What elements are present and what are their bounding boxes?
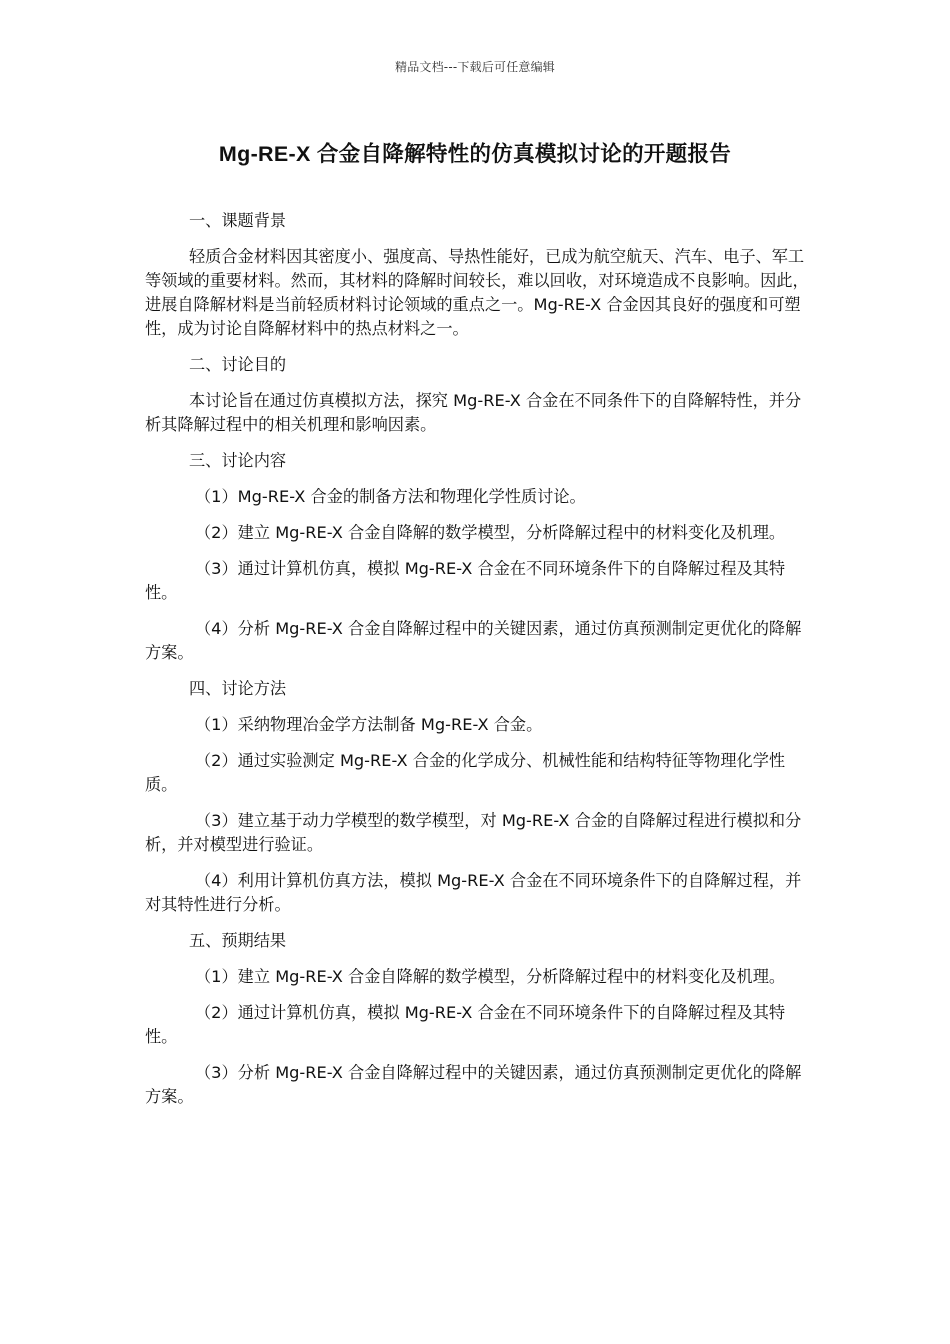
section-heading-methods: 四、讨论方法 bbox=[189, 679, 287, 698]
purpose-paragraph: 本讨论旨在通过仿真模拟方法，探究 Mg-RE-X 合金在不同条件下的自降解特性，并分析其降解过程中的相关机理和影响因素。 bbox=[145, 391, 802, 434]
page-header-note: 精品文档---下载后可任意编辑 bbox=[395, 60, 555, 74]
method-item: （1）采纳物理冶金学方法制备 Mg-RE-X 合金。 bbox=[195, 715, 543, 734]
method-item: （2）通过实验测定 Mg-RE-X 合金的化学成分、机械性能和结构特征等物理化学性质。 bbox=[145, 751, 786, 794]
section-heading-content: 三、讨论内容 bbox=[189, 451, 287, 470]
method-item: （3）建立基于动力学模型的数学模型，对 Mg-RE-X 合金的自降解过程进行模拟和分析，并对模型进行验证。 bbox=[145, 811, 802, 854]
expected-item: （1）建立 Mg-RE-X 合金自降解的数学模型，分析降解过程中的材料变化及机理。 bbox=[195, 967, 786, 986]
content-item: （2）建立 Mg-RE-X 合金自降解的数学模型，分析降解过程中的材料变化及机理。 bbox=[195, 523, 786, 542]
method-item: （4）利用计算机仿真方法，模拟 Mg-RE-X 合金在不同环境条件下的自降解过程，并对其特性进行分析。 bbox=[145, 871, 802, 914]
section-heading-purpose: 二、讨论目的 bbox=[189, 355, 287, 374]
content-item: （3）通过计算机仿真，模拟 Mg-RE-X 合金在不同环境条件下的自降解过程及其特性。 bbox=[145, 559, 786, 602]
content-item: （4）分析 Mg-RE-X 合金自降解过程中的关键因素，通过仿真预测制定更优化的降解方案。 bbox=[145, 619, 802, 662]
section-heading-background: 一、课题背景 bbox=[189, 211, 287, 230]
section-heading-expected: 五、预期结果 bbox=[189, 931, 287, 950]
content-item: （1）Mg-RE-X 合金的制备方法和物理化学性质讨论。 bbox=[195, 487, 586, 506]
document-title: Mg-RE-X 合金自降解特性的仿真模拟讨论的开题报告 bbox=[218, 142, 732, 166]
expected-item: （3）分析 Mg-RE-X 合金自降解过程中的关键因素，通过仿真预测制定更优化的降解方案。 bbox=[145, 1063, 802, 1106]
expected-item: （2）通过计算机仿真，模拟 Mg-RE-X 合金在不同环境条件下的自降解过程及其特性。 bbox=[145, 1003, 786, 1046]
document-body bbox=[145, 209, 809, 1121]
background-paragraph: 轻质合金材料因其密度小、强度高、导热性能好，已成为航空航天、汽车、电子、军工等领域的重要材料。然而，其材料的降解时间较长，难以回收，对环境造成不良影响。因此，进展自降解材料是当前轻质材料讨论领域的重点之一。Mg-RE-X 合金因其良好的强度和可塑性，成为讨论自降解材料中的热点材料之一。 bbox=[145, 247, 809, 338]
